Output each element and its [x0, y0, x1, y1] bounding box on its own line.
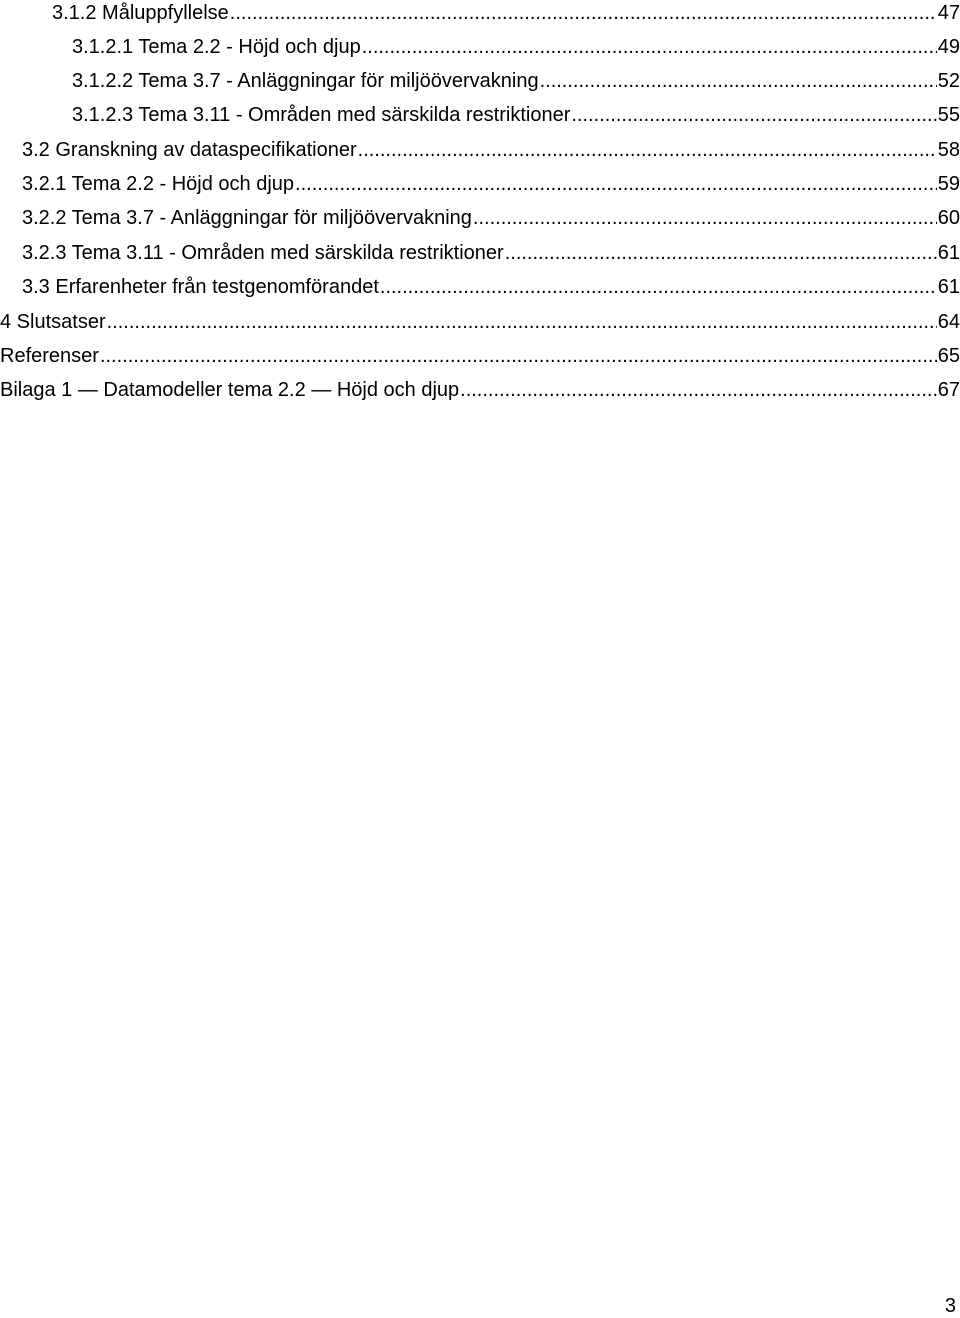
toc-entry-title: 3.3 Erfarenheter från testgenomförandet [22, 276, 379, 298]
toc-entry-title: 3.1.2 Måluppfyllelse [52, 2, 229, 24]
toc-entry-title: 3.2.1 Tema 2.2 - Höjd och djup [22, 173, 295, 195]
toc-dot-leader [362, 30, 937, 64]
toc-entry[interactable] [52, 0, 960, 30]
toc-entry[interactable] [0, 339, 960, 373]
toc-dot-leader [380, 270, 937, 304]
toc-entry-title: 3.1.2.2 Tema 3.7 - Anläggningar för miljöövervakning [72, 70, 539, 92]
toc-entry-title: Bilaga 1 — Datamodeller tema 2.2 — Höjd och djup [0, 379, 460, 401]
toc-entry[interactable] [72, 64, 960, 98]
toc-entry[interactable] [22, 201, 960, 235]
toc-entry-page: 59 [937, 173, 960, 195]
toc-dot-leader [571, 98, 936, 132]
toc-entry[interactable] [22, 236, 960, 270]
toc-entry-page: 61 [937, 242, 960, 264]
toc-entry-page: 52 [937, 70, 960, 92]
toc-dot-leader [230, 0, 937, 30]
toc-dot-leader [460, 373, 937, 407]
toc-dot-leader [107, 305, 937, 339]
toc-dot-leader [100, 339, 937, 373]
toc-entry[interactable] [0, 373, 960, 407]
toc-entry[interactable] [72, 98, 960, 132]
toc-entry-title: 3.2.3 Tema 3.11 - Områden med särskilda restriktioner [22, 242, 504, 264]
toc-entry[interactable] [22, 133, 960, 167]
toc-entry-page: 64 [937, 311, 960, 333]
toc-entry-page: 60 [937, 207, 960, 229]
toc-entry-page: 61 [937, 276, 960, 298]
toc-entry-page: 58 [937, 139, 960, 161]
toc-entry-title: 3.2.2 Tema 3.7 - Anläggningar för miljöövervakning [22, 207, 472, 229]
toc-entry[interactable] [22, 167, 960, 201]
toc-entry-title: Referenser [0, 345, 99, 367]
toc-entry-title: 3.1.2.3 Tema 3.11 - Områden med särskilda restriktioner [72, 104, 571, 126]
toc-entry-page: 65 [937, 345, 960, 367]
toc-dot-leader [358, 133, 937, 167]
toc-dot-leader [505, 236, 937, 270]
toc-entry-page: 47 [937, 2, 960, 24]
toc-entry-page: 49 [937, 36, 960, 58]
page-number: 3 [944, 1295, 956, 1317]
toc-entry[interactable] [72, 30, 960, 64]
toc-entry[interactable] [0, 305, 960, 339]
toc-entry[interactable] [22, 270, 960, 304]
toc-dot-leader [540, 64, 937, 98]
toc-entry-page: 55 [937, 104, 960, 126]
toc-entry-page: 67 [937, 379, 960, 401]
toc-entry-title: 3.2 Granskning av dataspecifikationer [22, 139, 357, 161]
toc-dot-leader [473, 201, 937, 235]
toc-entry-title: 4 Slutsatser [0, 311, 106, 333]
toc-dot-leader [295, 167, 937, 201]
toc-entry-title: 3.1.2.1 Tema 2.2 - Höjd och djup [72, 36, 361, 58]
